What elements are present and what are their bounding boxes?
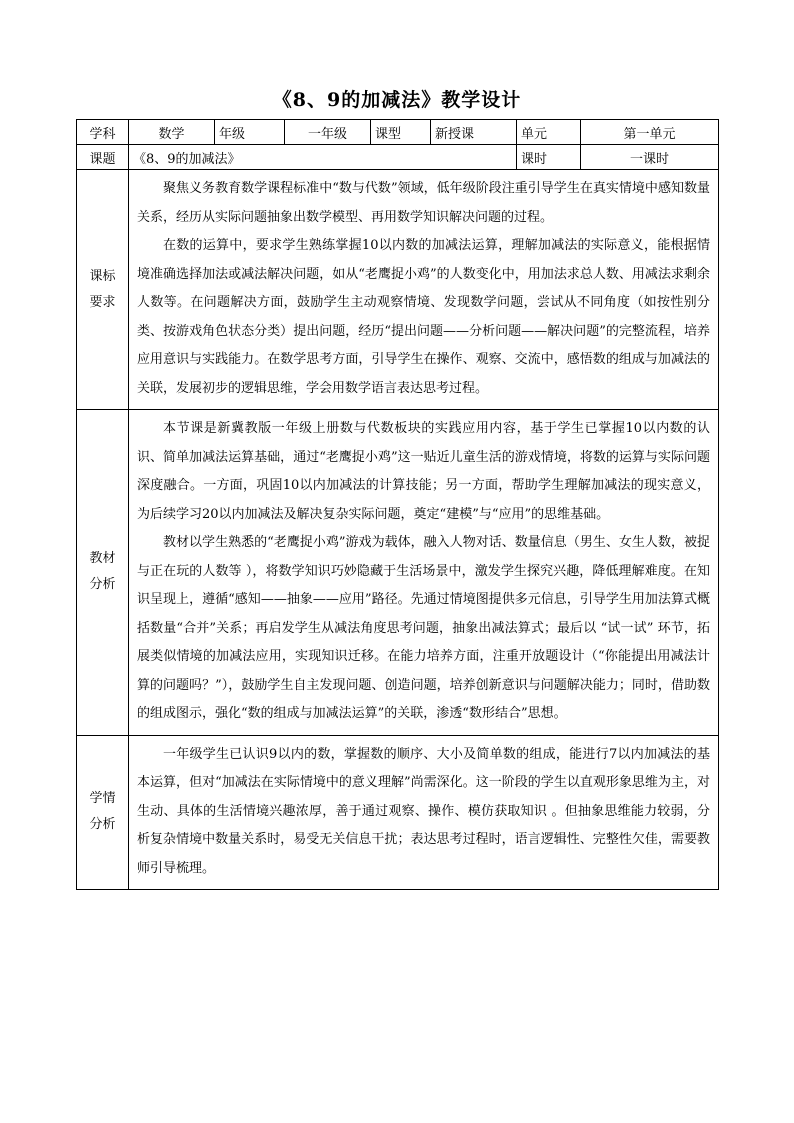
textbook-paragraph: 本节课是新冀教版一年级上册数与代数板块的实践应用内容，基于学生已掌握10以内数的认识、简单加减法运算基础，通过“老鹰捉小鸡”这一贴近儿童生活的游戏情境，将数的运算与实际问题深度融合。一方面，巩固10以内加减法的计算技能；另一方面，帮助学生理解加减法的现实意义，为后续学习20以内加减法及解决复杂实际问题，奠定“建模”与“应用”的思维基础。 bbox=[137, 421, 710, 522]
topic-value: 《8、9的加减法》 bbox=[129, 145, 517, 170]
topic-label: 课题 bbox=[77, 145, 129, 170]
textbook-label bbox=[77, 410, 129, 736]
class-hours-value: 一课时 bbox=[581, 145, 719, 170]
section-students bbox=[77, 735, 719, 890]
class-hours-label: 课时 bbox=[517, 145, 581, 170]
section-standards bbox=[77, 170, 719, 410]
unit-label: 单元 bbox=[517, 120, 581, 145]
lesson-type-label: 课型 bbox=[371, 120, 431, 145]
section-textbook bbox=[77, 410, 719, 736]
students-label-line2: 分析 bbox=[89, 817, 116, 833]
lesson-plan-table bbox=[76, 119, 719, 890]
subject-label: 学科 bbox=[77, 120, 129, 145]
standards-label bbox=[77, 170, 129, 410]
students-label-line1: 学情 bbox=[89, 791, 116, 807]
textbook-paragraph: 教材以学生熟悉的“老鹰捉小鸡”游戏为载体，融入人物对话、数量信息（男生、女生人数，被捉与正在玩的人数等 ），将数学知识巧妙隐藏于生活场景中，激发学生探究兴趣，降低理解难度。在知识呈现上，遵循“感知——抽象——应用”路径。先通过情境图提供多元信息，引导学生用加法算式概括数量“合并”关系；再启发学生从减法角度思考问题，抽象出减法算式；最后以 “试一试” 环节，拓展类似情境的加减法应用，实现知识迁移。在能力培养方面，注重开放题设计（“你能提出用减法计算的问题吗？”），鼓励学生自主发现问题、创造问题，培养创新意识与问题解决能力；同时，借助数的组成图示，强化“数的组成与加减法运算”的关联，渗透“数形结合”思想。 bbox=[137, 535, 710, 721]
textbook-content bbox=[129, 410, 719, 736]
standards-paragraph: 在数的运算中，要求学生熟练掌握10以内数的加减法运算，理解加减法的实际意义，能根据情境准确选择加法或减法解决问题，如从“老鹰捉小鸡”的人数变化中，用加法求总人数、用减法求剩余人数等。在问题解决方面，鼓励学生主动观察情境、发现数学问题，尝试从不同角度（如按性别分类、按游戏角色状态分类）提出问题，经历“提出问题——分析问题——解决问题”的完整流程，培养应用意识与实践能力。在数学思考方面，引导学生在操作、观察、交流中，感悟数的组成与加减法的关联，发展初步的逻辑思维，学会用数学语言表达思考过程。 bbox=[137, 238, 710, 396]
standards-label-line1: 课标 bbox=[89, 268, 116, 284]
lesson-type-value: 新授课 bbox=[431, 120, 517, 145]
textbook-label-line1: 教材 bbox=[89, 551, 116, 567]
header-row-2 bbox=[77, 145, 719, 170]
students-paragraph: 一年级学生已认识9以内的数，掌握数的顺序、大小及简单数的组成，能进行7以内加减法的基本运算，但对“加减法在实际情境中的意义理解”尚需深化。这一阶段的学生以直观形象思维为主，对生动、具体的生活情境兴趣浓厚，善于通过观察、操作、模仿获取知识 。但抽象思维能力较弱，分析复杂情境中数量关系时，易受无关信息干扰；表达思考过程时，语言逻辑性、完整性欠佳，需要教师引导梳理。 bbox=[137, 746, 710, 876]
students-label bbox=[77, 735, 129, 890]
grade-label: 年级 bbox=[215, 120, 285, 145]
textbook-label-line2: 分析 bbox=[89, 577, 116, 593]
standards-label-line2: 要求 bbox=[89, 294, 116, 310]
standards-paragraph: 聚焦义务教育数学课程标准中“数与代数”领域，低年级阶段注重引导学生在真实情境中感知数量关系，经历从实际问题抽象出数学模型、再用数学知识解决问题的过程。 bbox=[137, 181, 710, 225]
unit-value: 第一单元 bbox=[581, 120, 719, 145]
grade-value: 一年级 bbox=[285, 120, 371, 145]
standards-content bbox=[129, 170, 719, 410]
header-row-1 bbox=[77, 120, 719, 145]
page-title: 《8、9的加减法》教学设计 bbox=[272, 89, 522, 111]
subject-value: 数学 bbox=[129, 120, 215, 145]
students-content bbox=[129, 735, 719, 890]
